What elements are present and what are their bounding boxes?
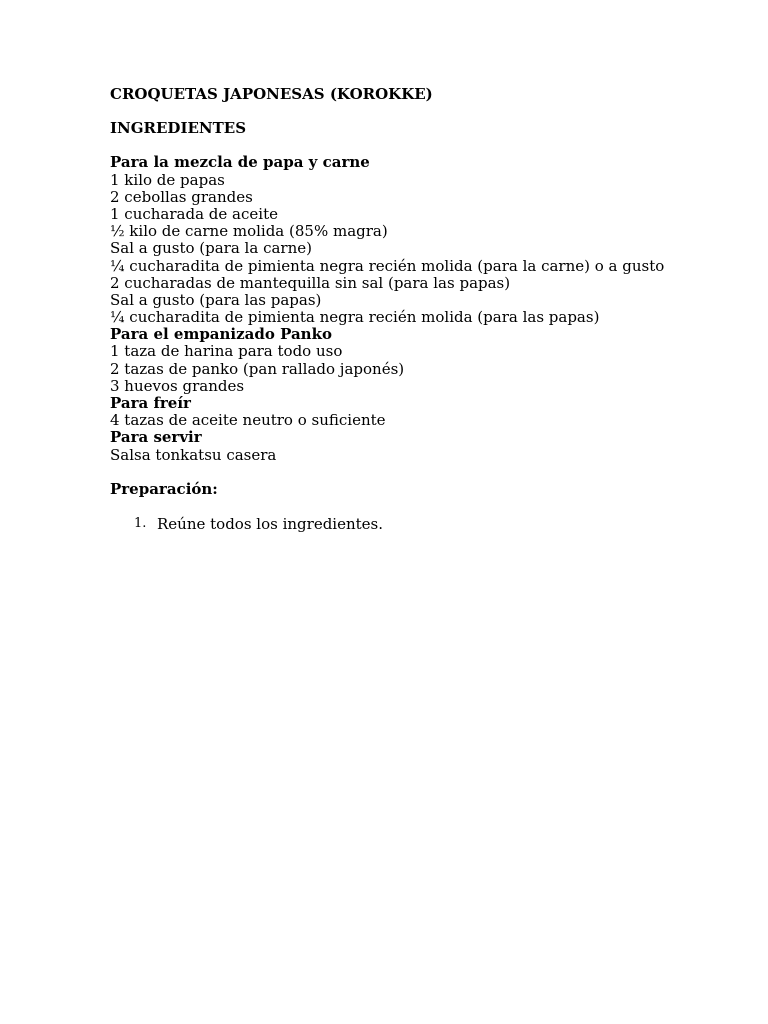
section-heading-empanizado: Para el empanizado Panko [110, 325, 332, 344]
ingredient-item: 2 cebollas grandes [110, 187, 253, 206]
ingredient-item: ¼ cucharadita de pimienta negra recién molida (para las papas) [110, 308, 600, 327]
ingredient-item: ¼ cucharadita de pimienta negra recién molida (para la carne) o a gusto [110, 256, 665, 275]
spacer [110, 137, 730, 154]
ingredient-item: Salsa tonkatsu casera [110, 445, 277, 464]
ingredient-item: 1 kilo de papas [110, 170, 225, 189]
step-item [110, 515, 730, 533]
ingredient-item: 2 tazas de panko (pan rallado japonés) [110, 359, 405, 378]
spacer [110, 103, 730, 120]
spacer [110, 498, 730, 515]
ingredients-heading: INGREDIENTES [110, 119, 247, 138]
ingredient-item: Sal a gusto (para la carne) [110, 239, 312, 258]
recipe-title: CROQUETAS JAPONESAS (KOROKKE) [110, 85, 433, 103]
ingredient-item: 4 tazas de aceite neutro o suficiente [110, 411, 386, 430]
ingredient-item: 1 taza de harina para todo uso [110, 342, 343, 361]
step-number: 1. [134, 515, 147, 531]
section-heading-papa-carne: Para la mezcla de papa y carne [110, 153, 370, 172]
spacer [110, 464, 730, 481]
step-text: Reúne todos los ingredientes. [157, 514, 384, 533]
preparation-heading: Preparación: [110, 479, 218, 498]
section-heading-freir: Para freír [110, 394, 191, 412]
recipe-document [110, 86, 730, 533]
ingredient-item: 1 cucharada de aceite [110, 204, 278, 223]
ingredient-item: 2 cucharadas de mantequilla sin sal (para las papas) [110, 273, 511, 292]
ingredient-item: 3 huevos grandes [110, 376, 245, 395]
section-heading-servir: Para servir [110, 428, 202, 447]
ingredient-item: ½ kilo de carne molida (85% magra) [110, 222, 388, 241]
ingredient-item: Sal a gusto (para las papas) [110, 290, 322, 309]
